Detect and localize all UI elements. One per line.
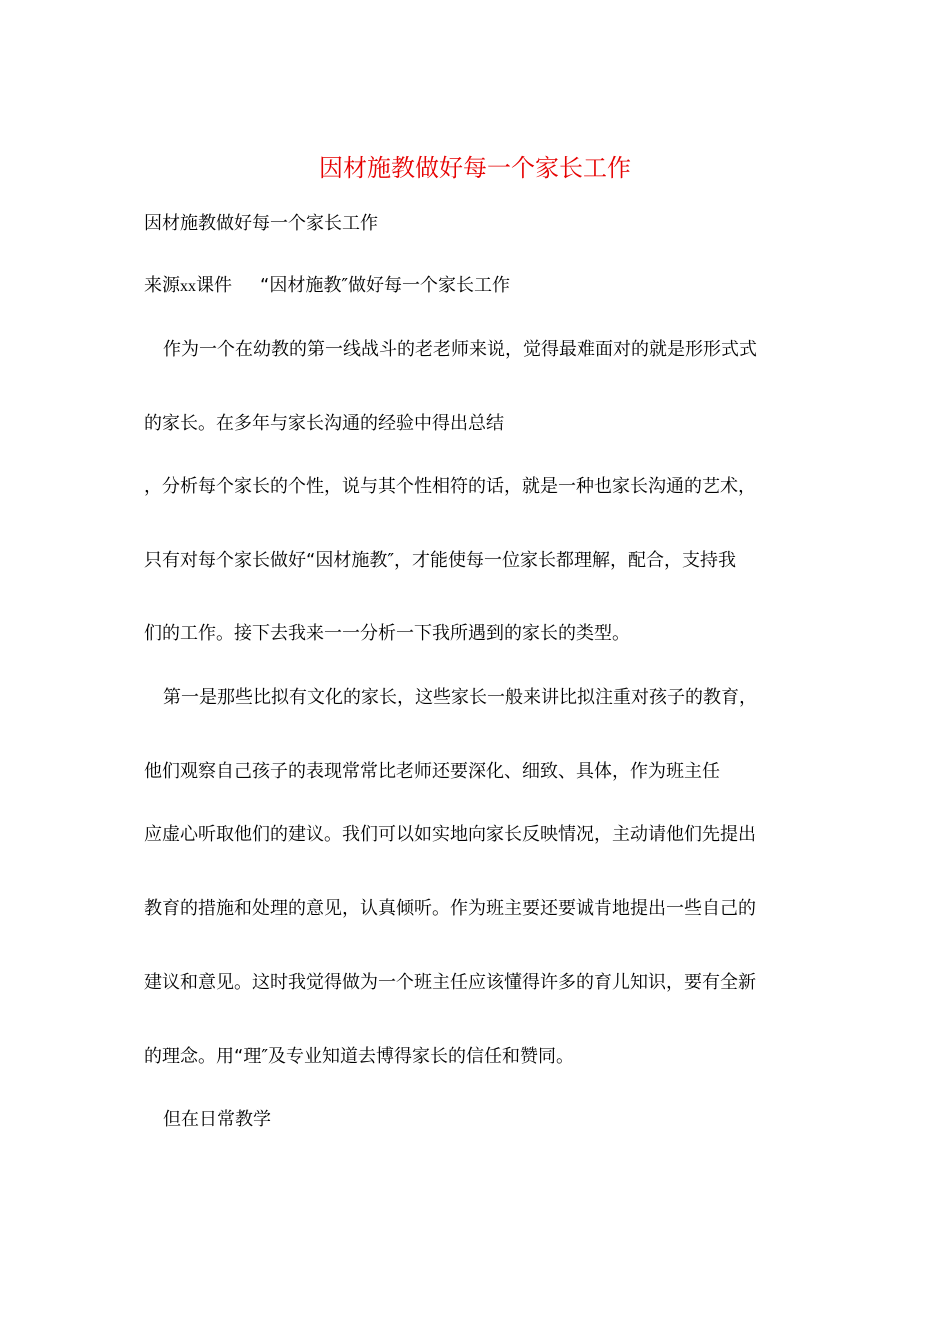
paragraph-line: 的家长。在多年与家长沟通的经验中得出总结 [144,413,504,434]
paragraph-line: 他们观察自己孩子的表现常常比老师还要深化、细致、具体，作为班主任 [144,761,720,782]
paragraph-line: 们的工作。接下去我来一一分析一下我所遇到的家长的类型。 [144,623,630,644]
source-prefix: 来源 [144,275,180,296]
paragraph-line: 只有对每个家长做好“因材施教″，才能使每一位家长都理解，配合，支持我 [144,550,737,571]
paragraph-line: 作为一个在幼教的第一线战斗的老老师来说，觉得最难面对的就是形形式式 [163,339,757,360]
page-title: 因材施教做好每一个家长工作 [319,154,631,182]
paragraph-line: 应虚心听取他们的建议。我们可以如实地向家长反映情况，主动请他们先提出 [144,824,756,845]
paragraph-line: 第一是那些比拟有文化的家长，这些家长一般来讲比拟注重对孩子的教育， [163,687,757,708]
source-quote: “因材施教″做好每一个家长工作 [260,275,511,296]
paragraph-line: 建议和意见。这时我觉得做为一个班主任应该懂得许多的育儿知识，要有全新 [144,972,756,993]
paragraph-line: 教育的措施和处理的意见，认真倾听。作为班主要还要诚肯地提出一些自己的 [144,898,756,919]
source-name: xx [180,278,196,295]
source-suffix: 课件 [196,275,232,296]
paragraph-line: 但在日常教学 [163,1109,271,1130]
source-line [144,274,510,299]
paragraph-line: 的理念。用“理″及专业知道去博得家长的信任和赞同。 [144,1046,575,1067]
document-subtitle: 因材施教做好每一个家长工作 [144,213,378,234]
paragraph-line: ，分析每个家长的个性，说与其个性相符的话，就是一种也家长沟通的艺术， [144,476,756,497]
